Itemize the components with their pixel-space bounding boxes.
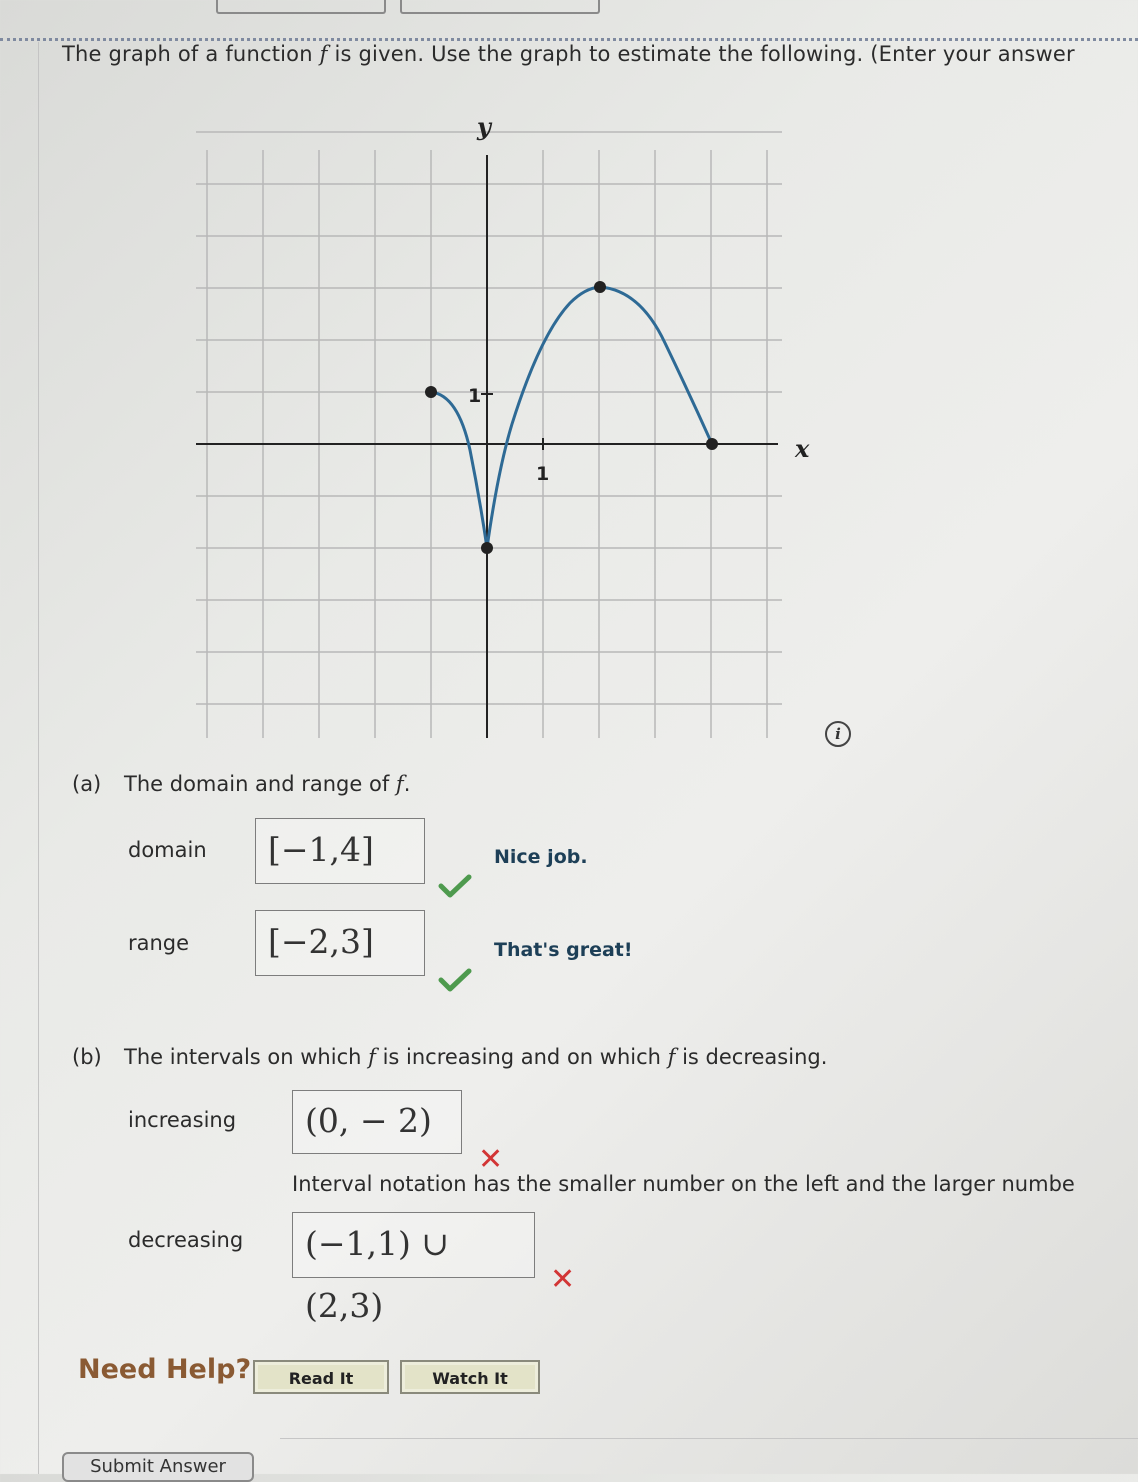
bottom-divider xyxy=(280,1438,1138,1439)
endpoint-right xyxy=(706,438,718,450)
range-label: range xyxy=(128,931,190,955)
submit-answer-button[interactable]: Submit Answer xyxy=(62,1452,254,1482)
increasing-hint: Interval notation has the smaller number on the left and the larger numbe xyxy=(292,1172,1075,1196)
domain-label: domain xyxy=(128,838,207,862)
y-axis-label: y xyxy=(477,112,491,141)
domain-answer-field[interactable]: [−1,4] xyxy=(255,818,425,884)
info-icon[interactable]: i xyxy=(825,721,851,747)
increasing-label: increasing xyxy=(128,1108,237,1132)
endpoint-left xyxy=(425,386,437,398)
domain-feedback: Nice job. xyxy=(494,846,588,868)
decreasing-answer-field[interactable]: (−1,1) ∪ (2,3) xyxy=(292,1212,535,1278)
need-help-heading: Need Help? xyxy=(78,1354,252,1385)
increasing-incorrect-icon: ✕ xyxy=(478,1142,504,1177)
range-feedback: That's great! xyxy=(494,939,633,961)
question-text: The graph of a function f is given. Use the graph to estimate the following. (Enter your answer xyxy=(62,42,1075,66)
decreasing-label: decreasing xyxy=(128,1228,244,1252)
maximum-point xyxy=(594,281,606,293)
function-curve xyxy=(431,287,712,548)
watch-it-button[interactable]: Watch It xyxy=(400,1360,540,1394)
x-tick-label: 1 xyxy=(536,463,550,485)
range-check-icon xyxy=(438,967,472,993)
read-it-button[interactable]: Read It xyxy=(253,1360,389,1394)
increasing-answer-field[interactable]: (0, − 2) xyxy=(292,1090,462,1154)
x-axis-label: x xyxy=(795,434,810,463)
decreasing-incorrect-icon: ✕ xyxy=(550,1262,576,1297)
part-a-prompt: (a) The domain and range of f. xyxy=(72,772,411,796)
y-tick-label: 1 xyxy=(468,385,482,407)
minimum-point xyxy=(481,542,493,554)
domain-check-icon xyxy=(438,873,472,899)
range-answer-field[interactable]: [−2,3] xyxy=(255,910,425,976)
part-b-prompt: (b) The intervals on which f is increasing and on which f is decreasing. xyxy=(72,1045,828,1069)
graph-grid xyxy=(196,132,782,738)
